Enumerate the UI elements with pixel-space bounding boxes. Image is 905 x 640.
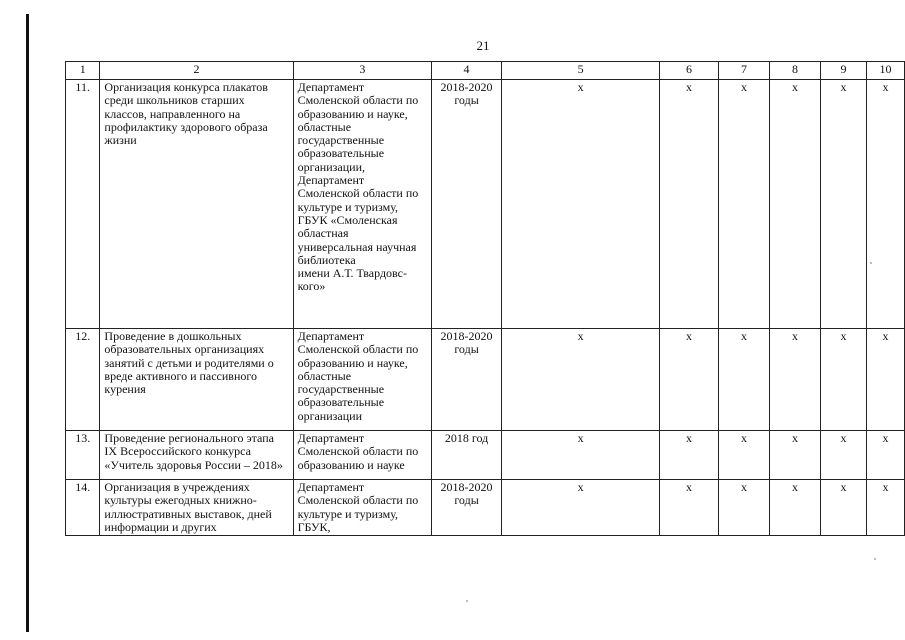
executor-text-line: Департамент <box>297 173 365 188</box>
event-text-line: Проведение регионального этапа <box>104 431 274 445</box>
table-row <box>66 431 905 480</box>
period-text-line: 2018-2020 <box>440 480 493 494</box>
event-text-line: информации и других <box>104 519 217 534</box>
executor-text-line: Смоленской области по <box>297 93 419 108</box>
event-text-line: иллюстративных выставок, дней <box>104 506 272 521</box>
executor-text-line: образовательные <box>297 395 385 410</box>
mark-cell: x <box>820 329 866 431</box>
event-text-line: Проведение в дошкольных <box>104 329 242 343</box>
event-text-line: среди школьников старших <box>104 93 245 108</box>
executor-text-line: организации <box>297 408 362 423</box>
event-text-line: профилактику здорового образа <box>104 119 268 134</box>
executor-text-line: Департамент <box>297 80 365 94</box>
executor-cell <box>293 431 432 480</box>
period-text-line: годы <box>454 342 479 357</box>
executor-text-line: Смоленской области по <box>297 342 419 357</box>
column-header: 5 <box>501 62 659 80</box>
scan-speck <box>874 558 876 560</box>
executor-text-line: Департамент <box>297 480 365 494</box>
mark-cell: x <box>660 431 718 480</box>
mark-cell: x <box>820 480 866 536</box>
mark-cell: x <box>770 80 821 329</box>
period-text-line: годы <box>454 493 479 508</box>
executor-text-line: областные <box>297 119 352 134</box>
mark-cell: x <box>770 431 821 480</box>
mark-cell: x <box>501 329 659 431</box>
period-cell <box>432 480 502 536</box>
column-header: 1 <box>66 62 100 80</box>
executor-text-line: культуре и туризму, <box>297 199 399 214</box>
executor-text-line: Смоленской области по <box>297 493 419 508</box>
column-header: 2 <box>100 62 293 80</box>
column-header: 4 <box>432 62 502 80</box>
executor-text-line: областная <box>297 226 349 241</box>
event-text-line: IX Всероссийского конкурса <box>104 444 251 459</box>
table-row <box>66 80 905 329</box>
executor-text-line: библиотека <box>297 252 356 267</box>
executor-text-line: организации, <box>297 159 365 174</box>
column-header: 10 <box>867 62 905 80</box>
executor-text-line: имени А.Т. Твардовс- <box>297 266 407 281</box>
row-number: 12. <box>66 329 100 431</box>
executor-text-line: Департамент <box>297 431 365 445</box>
column-header: 6 <box>660 62 718 80</box>
event-text-line: курения <box>104 382 146 397</box>
mark-cell: x <box>660 329 718 431</box>
mark-cell: x <box>501 431 659 480</box>
event-text-line: жизни <box>104 133 137 148</box>
event-cell <box>100 431 293 480</box>
event-text-line: занятий с детьми и родителями о <box>104 355 274 370</box>
mark-cell: x <box>660 80 718 329</box>
executor-text-line: Смоленской области по <box>297 444 419 459</box>
column-header: 3 <box>293 62 432 80</box>
scan-speck <box>870 262 872 264</box>
row-number: 13. <box>66 431 100 480</box>
mark-cell: x <box>867 431 905 480</box>
mark-cell: x <box>770 329 821 431</box>
row-number: 14. <box>66 480 100 536</box>
executor-text-line: образованию и науке <box>297 457 405 472</box>
mark-cell: x <box>718 329 769 431</box>
executor-text-line: кого» <box>297 279 326 294</box>
period-cell <box>432 329 502 431</box>
column-header: 7 <box>718 62 769 80</box>
mark-cell: x <box>718 480 769 536</box>
table-row <box>66 480 905 536</box>
period-text-line: 2018-2020 <box>440 329 493 343</box>
executor-cell <box>293 480 432 536</box>
executor-text-line: образованию и науке, <box>297 106 408 121</box>
table-row <box>66 329 905 431</box>
mark-cell: x <box>820 431 866 480</box>
period-cell <box>432 80 502 329</box>
mark-cell: x <box>718 431 769 480</box>
scan-speck <box>466 600 468 602</box>
event-cell <box>100 80 293 329</box>
activity-plan-table <box>65 61 905 536</box>
executor-text-line: образовательные <box>297 146 385 161</box>
binding-edge-line <box>26 14 29 632</box>
event-text-line: Организация в учреждениях <box>104 480 250 494</box>
mark-cell: x <box>718 80 769 329</box>
event-text-line: вреде активного и пассивного <box>104 368 258 383</box>
executor-text-line: государственные <box>297 382 385 397</box>
executor-text-line: образованию и науке, <box>297 355 408 370</box>
column-header: 8 <box>770 62 821 80</box>
executor-text-line: государственные <box>297 133 385 148</box>
period-text-line: 2018-2020 <box>440 80 493 94</box>
event-text-line: «Учитель здоровья России – 2018» <box>104 457 283 472</box>
event-text-line: культуры ежегодных книжно- <box>104 493 257 508</box>
executor-cell <box>293 80 432 329</box>
table-header-row <box>66 62 905 80</box>
executor-text-line: ГБУК «Смоленская <box>297 212 398 227</box>
mark-cell: x <box>501 80 659 329</box>
event-text-line: классов, направленного на <box>104 106 241 121</box>
column-header: 9 <box>820 62 866 80</box>
page-number: 21 <box>476 38 490 53</box>
executor-text-line: культуре и туризму, <box>297 506 399 521</box>
mark-cell: x <box>867 480 905 536</box>
event-text-line: Организация конкурса плакатов <box>104 80 268 94</box>
period-text-line: 2018 год <box>444 431 489 445</box>
mark-cell: x <box>660 480 718 536</box>
executor-text-line: Департамент <box>297 329 365 343</box>
period-cell <box>432 431 502 480</box>
mark-cell: x <box>867 329 905 431</box>
mark-cell: x <box>770 480 821 536</box>
mark-cell: x <box>867 80 905 329</box>
mark-cell: x <box>820 80 866 329</box>
event-cell <box>100 480 293 536</box>
mark-cell: x <box>501 480 659 536</box>
period-text-line: годы <box>454 93 479 108</box>
executor-text-line: Смоленской области по <box>297 186 419 201</box>
executor-text-line: универсальная научная <box>297 239 417 254</box>
event-cell <box>100 329 293 431</box>
executor-text-line: ГБУК, <box>297 519 331 534</box>
executor-text-line: областные <box>297 368 352 383</box>
row-number: 11. <box>66 80 100 329</box>
executor-cell <box>293 329 432 431</box>
event-text-line: образовательных организациях <box>104 342 265 357</box>
